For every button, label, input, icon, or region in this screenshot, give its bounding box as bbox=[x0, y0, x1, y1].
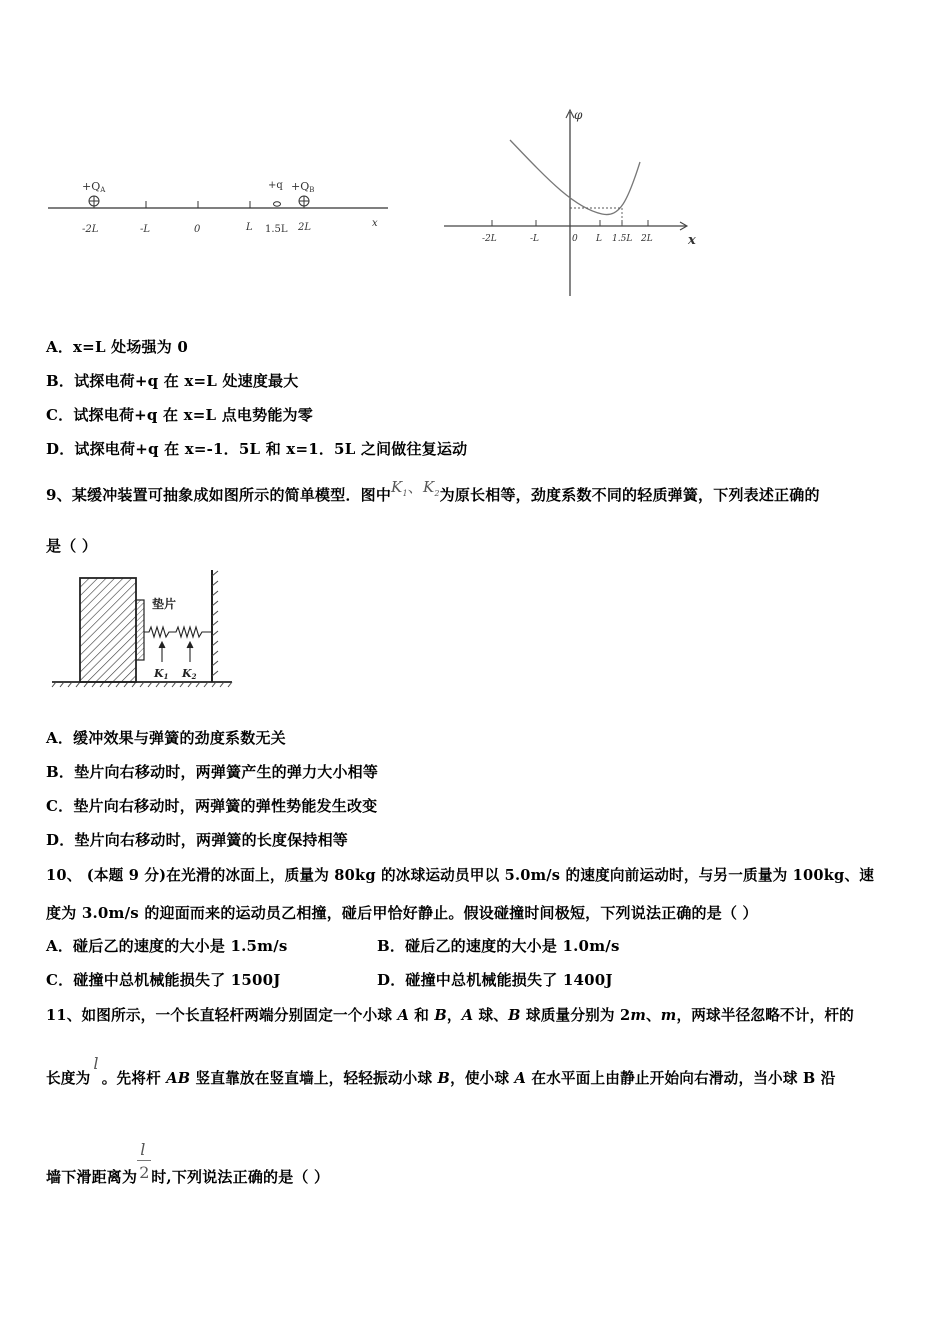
axis-x-label: x bbox=[372, 218, 378, 229]
charge-a-label: +QA bbox=[82, 180, 106, 194]
question-10-stem: 10、 (本题 9 分)在光滑的冰面上，质量为 80kg 的冰球运动员甲以 5.0m/s 的速度向前运动时，与另一质量为 100kg、速 bbox=[46, 867, 875, 884]
question-11-stem: 11、如图所示，一个长直轻杆两端分别固定一个小球 A 和 B，A 球、B 球质量分别为 2m、m，两球半径忽略不计，杆的 bbox=[46, 1007, 854, 1024]
option-d: D．试探电荷+q 在 x=-1．5L 和 x=1．5L 之间做往复运动 bbox=[46, 440, 468, 458]
question-9-stem-cont: 是（ ） bbox=[46, 537, 98, 555]
question-11-stem-end: 墙下滑距离为 $\frac{l}{2}$ 时,下列说法正确的是（ ） bbox=[46, 1140, 330, 1186]
k1-label: K1 bbox=[154, 667, 169, 681]
question-11-stem-cont: 长度为l。先将杆 AB 竖直靠放在竖直墙上，轻轻振动小球 B，使小球 A 在水平面上由静止开始向右滑动，当小球 B 沿 bbox=[46, 1054, 836, 1087]
option-c: C．试探电荷+q 在 x=L 点电势能为零 bbox=[46, 406, 313, 424]
tick-label: 0 bbox=[572, 234, 578, 244]
tick-label: -L bbox=[530, 234, 540, 244]
spring-k1 bbox=[144, 627, 172, 637]
buffer-device-figure bbox=[50, 566, 240, 690]
length-symbol: l bbox=[93, 1054, 99, 1073]
phi-label: φ bbox=[574, 108, 583, 122]
q10-option-b: B．碰后乙的速度的大小是 1.0m/s bbox=[377, 937, 620, 955]
charge-axis-figure bbox=[44, 170, 394, 240]
q10-option-d: D．碰撞中总机械能损失了 1400J bbox=[377, 971, 613, 989]
k1-symbol: $K_1$ bbox=[391, 478, 408, 498]
q9-option-d: D．垫片向右移动时，两弹簧的长度保持相等 bbox=[46, 831, 349, 849]
pad bbox=[136, 600, 144, 660]
tick-label: 2L bbox=[298, 222, 312, 233]
q10-option-a: A．碰后乙的速度的大小是 1.5m/s bbox=[46, 937, 288, 955]
tick-label: -2L bbox=[82, 224, 99, 235]
tick-label: 1.5L bbox=[265, 224, 288, 235]
tick-label: L bbox=[246, 222, 253, 233]
potential-graph bbox=[440, 104, 702, 300]
test-charge-label: +q bbox=[268, 180, 283, 191]
tick-label: L bbox=[596, 234, 602, 244]
tick-label: -L bbox=[140, 224, 151, 235]
x-label: x bbox=[688, 233, 696, 248]
question-10-stem-cont: 度为 3.0m/s 的迎面而来的运动员乙相撞，碰后甲恰好静止。假设碰撞时间极短，下列说法正确的是（ ） bbox=[46, 904, 758, 922]
tick-label: 2L bbox=[641, 234, 653, 244]
q10-option-c: C．碰撞中总机械能损失了 1500J bbox=[46, 971, 281, 989]
option-b: B．试探电荷+q 在 x=L 处速度最大 bbox=[46, 372, 299, 390]
q9-option-a: A．缓冲效果与弹簧的劲度系数无关 bbox=[46, 729, 286, 747]
question-9-stem: 9、某缓冲装置可抽象成如图所示的简单模型．图中$K_1$、$K_2$为原长相等，劲度系数不同的轻质弹簧，下列表述正确的 bbox=[46, 478, 820, 504]
q9-option-c: C．垫片向右移动时，两弹簧的弹性势能发生改变 bbox=[46, 797, 378, 815]
k2-symbol: $K_2$ bbox=[422, 478, 440, 498]
potential-curve bbox=[510, 140, 640, 215]
test-charge-dot bbox=[274, 202, 281, 206]
fraction-l-over-2: $\frac{l}{2}$ bbox=[139, 1140, 150, 1182]
tick-label: 0 bbox=[194, 224, 201, 235]
block bbox=[80, 578, 136, 682]
tick-label: 1.5L bbox=[612, 234, 633, 244]
k2-label: K2 bbox=[182, 667, 197, 681]
spring-k2 bbox=[172, 627, 212, 637]
option-a: A．x=L 处场强为 0 bbox=[46, 338, 188, 356]
tick-label: -2L bbox=[482, 234, 497, 244]
q9-option-b: B．垫片向右移动时，两弹簧产生的弹力大小相等 bbox=[46, 763, 379, 781]
charge-b-label: +QB bbox=[291, 180, 315, 194]
pad-label: 垫片 bbox=[152, 597, 177, 611]
